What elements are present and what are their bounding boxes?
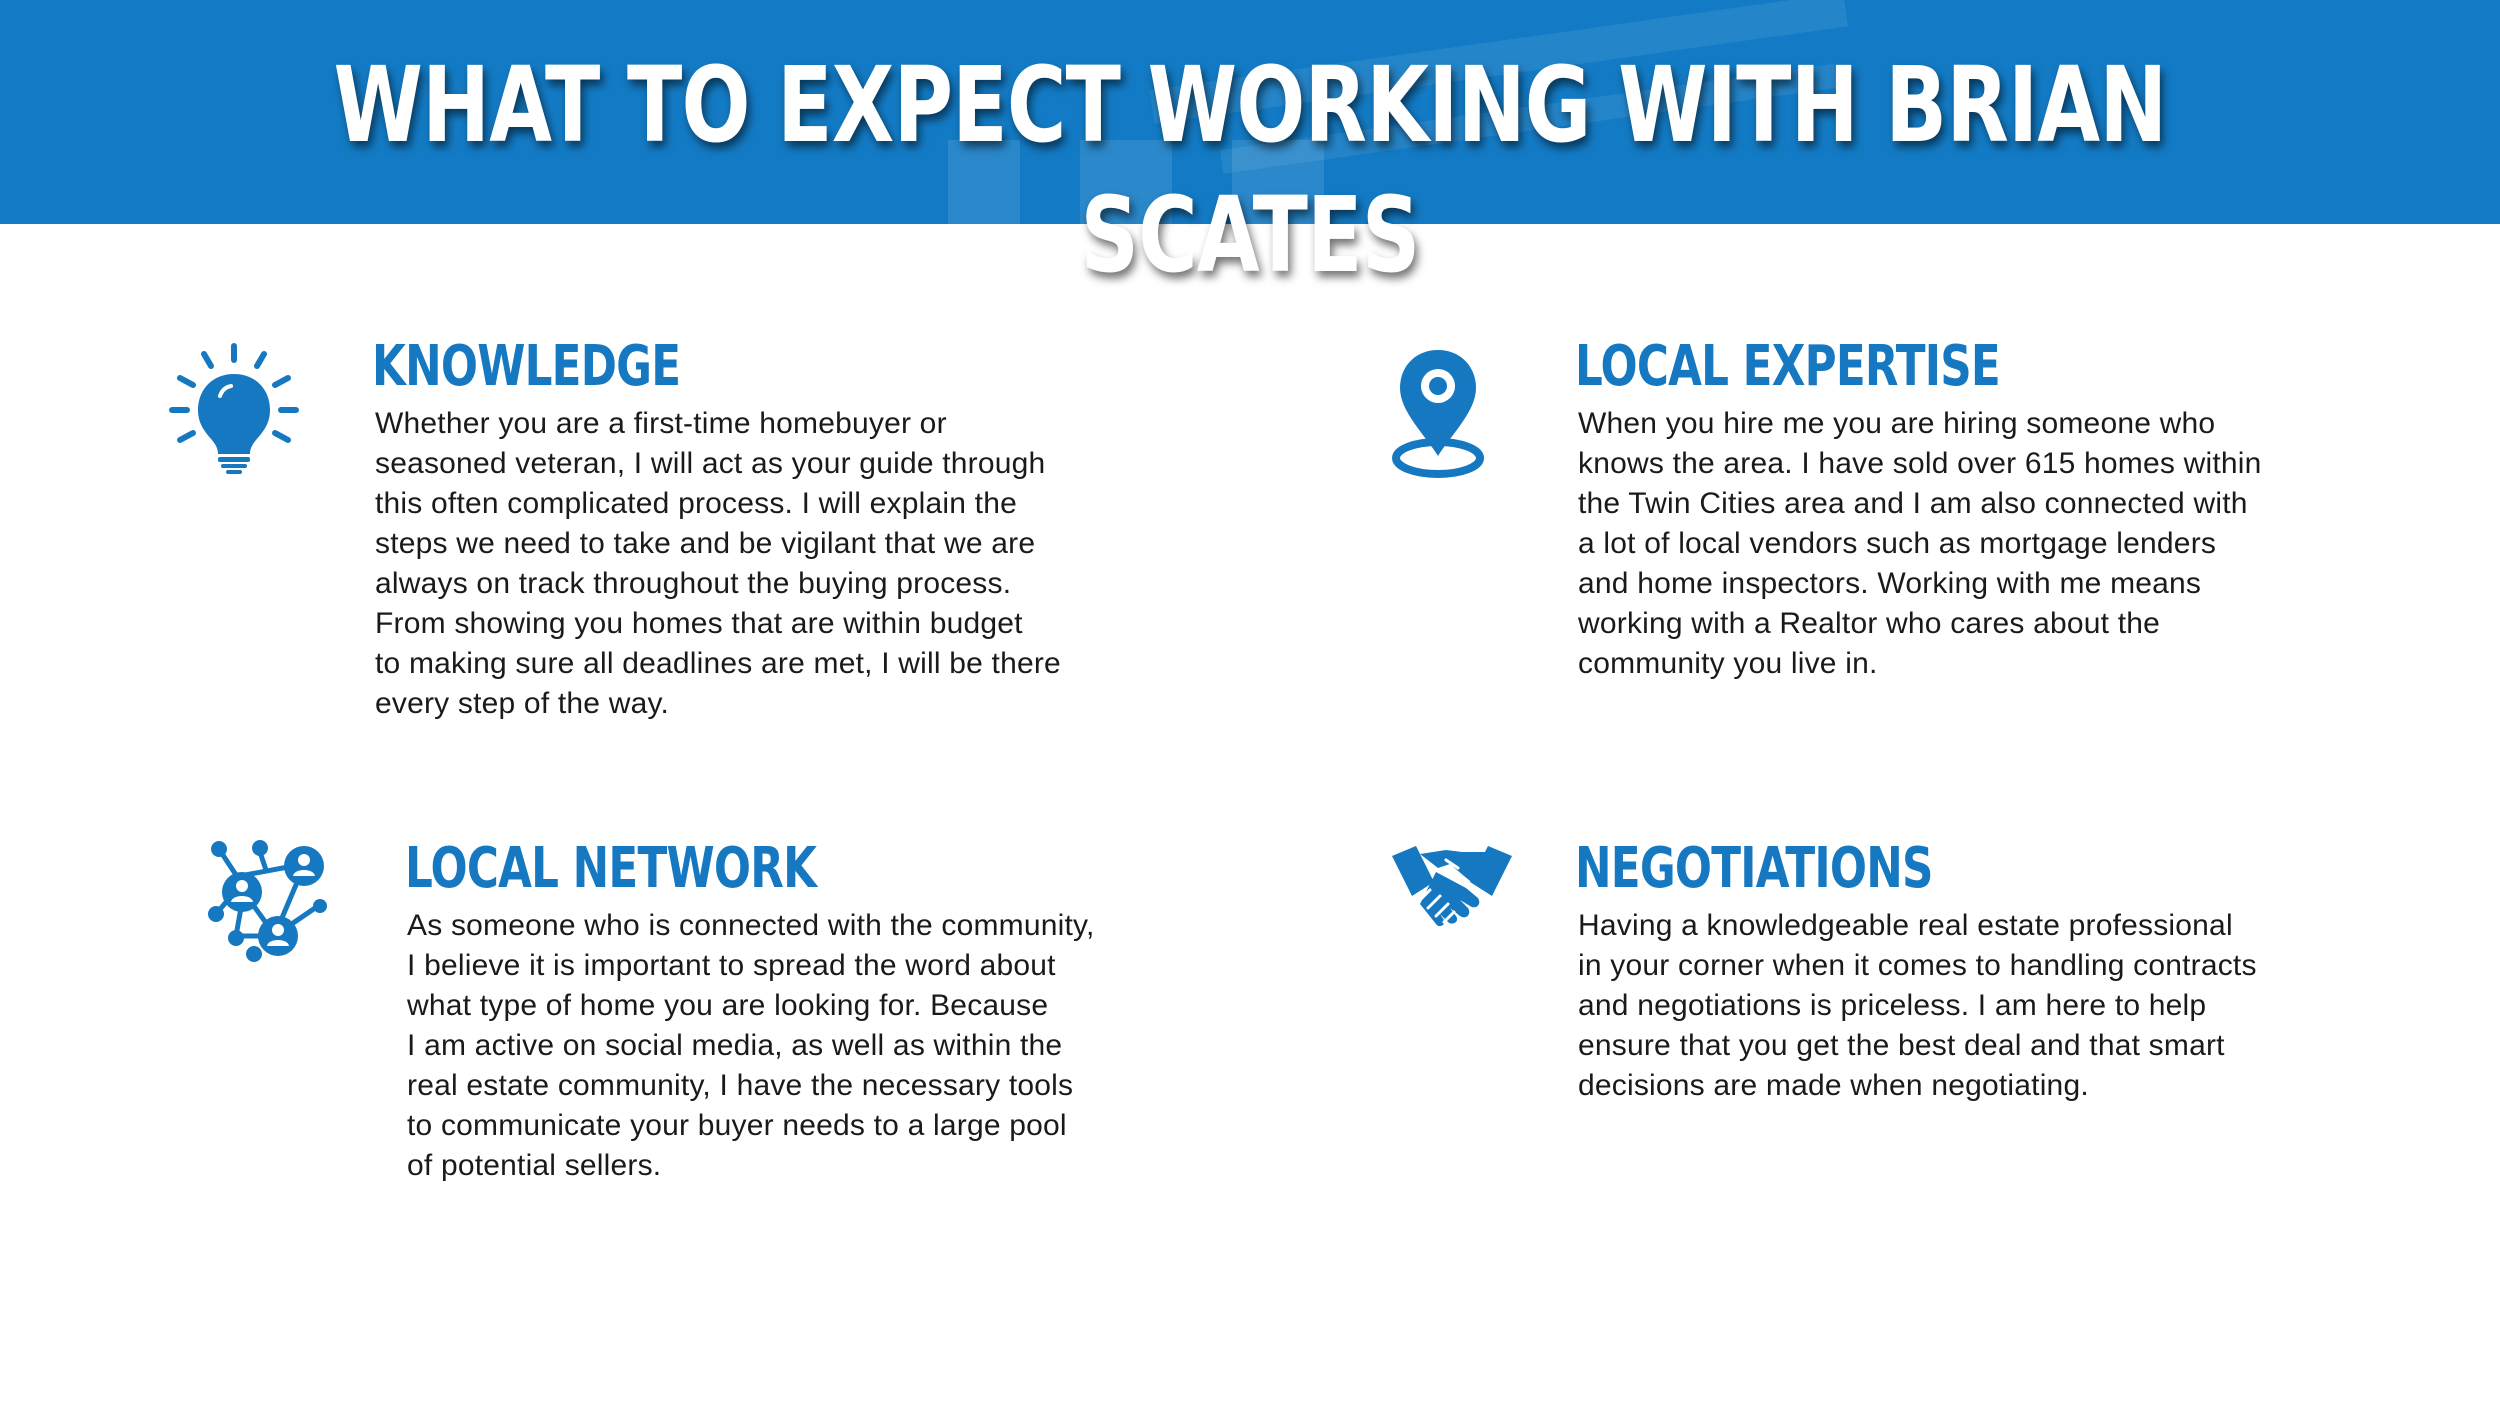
section-heading: KNOWLEDGE	[372, 334, 681, 399]
section-body: Whether you are a first-time homebuyer or seasoned veteran, I will act as your guide through this often complicated process. I will explain the steps we need to take and be vigilant that we are always on track throughout the buying process. From showing you homes that are within budget to making sure all deadlines are met, I will be there every step of the way.	[375, 407, 1061, 720]
section-body: When you hire me you are hiring someone who knows the area. I have sold over 615 homes within the Twin Cities area and I am also connected with a lot of local vendors such as mortgage lenders and home inspectors. Working with me means working with a Realtor who cares about the community you live in.	[1578, 407, 2262, 680]
location-pin-icon	[1390, 346, 1486, 482]
section-heading: LOCAL EXPERTISE	[1575, 334, 2001, 399]
section-body: Having a knowledgeable real estate professional in your corner when it comes to handling contracts and negotiations is priceless. I am here to help ensure that you get the best deal and that smart decisions are made when negotiating.	[1578, 909, 2257, 1102]
header-banner	[0, 0, 2500, 296]
page-title: WHAT TO EXPECT WORKING WITH BRIAN SCATES	[333, 44, 2167, 296]
section-heading: LOCAL NETWORK	[405, 836, 817, 901]
handshake-icon	[1390, 838, 1514, 934]
network-icon	[206, 836, 332, 966]
lightbulb-icon	[168, 340, 300, 474]
section-body: As someone who is connected with the community, I believe it is important to spread the word about what type of home you are looking for. Because I am active on social media, as well as within the real estate community, I have the necessary tools to communicate your buyer needs to a large pool of potential sellers.	[407, 909, 1095, 1182]
section-heading: NEGOTIATIONS	[1575, 836, 1933, 901]
